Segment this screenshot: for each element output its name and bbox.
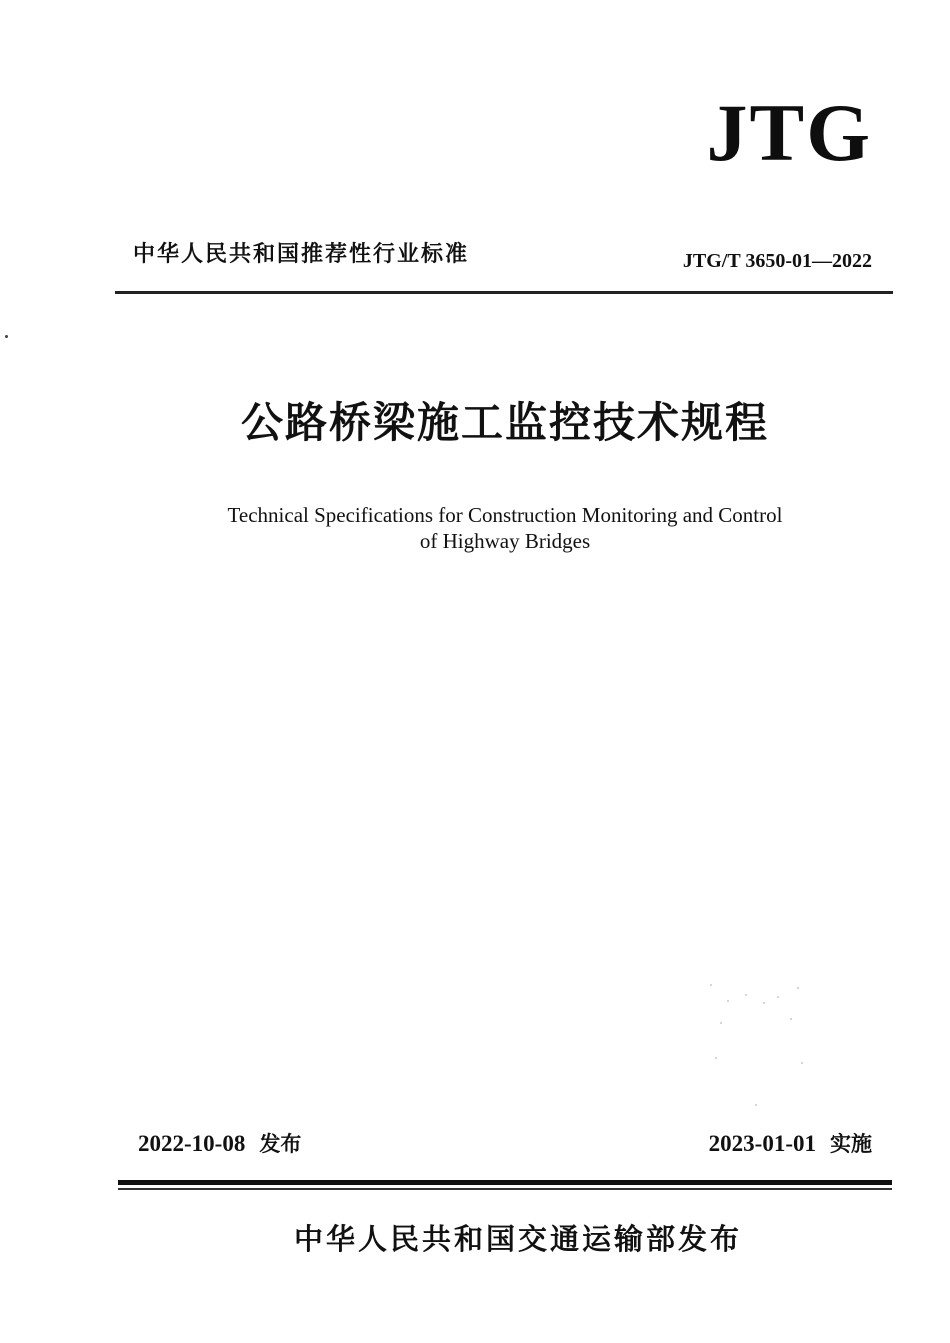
jtg-logo: JTG	[706, 87, 872, 178]
footer-divider-thick	[118, 1180, 892, 1185]
publish-date: 2022-10-08	[138, 1131, 246, 1156]
publish-date-block	[138, 1132, 301, 1155]
scan-speck	[5, 335, 8, 338]
publisher: 中华人民共和国交通运输部发布	[293, 1222, 742, 1256]
standard-type: 中华人民共和国推荐性行业标准	[133, 242, 470, 267]
publish-label: 发布	[259, 1132, 302, 1156]
page-title: 公路桥梁施工监控技术规程	[240, 398, 769, 447]
effective-date-block	[709, 1132, 872, 1155]
header-divider	[115, 291, 893, 294]
effective-date: 2023-01-01	[708, 1131, 816, 1156]
english-title-line-1: Technical Specifications for Construction Monitoring and Control	[227, 503, 783, 527]
scan-noise	[705, 982, 815, 1112]
english-title-line-2: of Highway Bridges	[419, 529, 591, 553]
footer-divider-thin	[118, 1188, 892, 1190]
standard-code: JTG/T 3650-01—2022	[682, 250, 872, 272]
effective-label: 实施	[830, 1132, 872, 1156]
english-title	[0, 502, 950, 554]
